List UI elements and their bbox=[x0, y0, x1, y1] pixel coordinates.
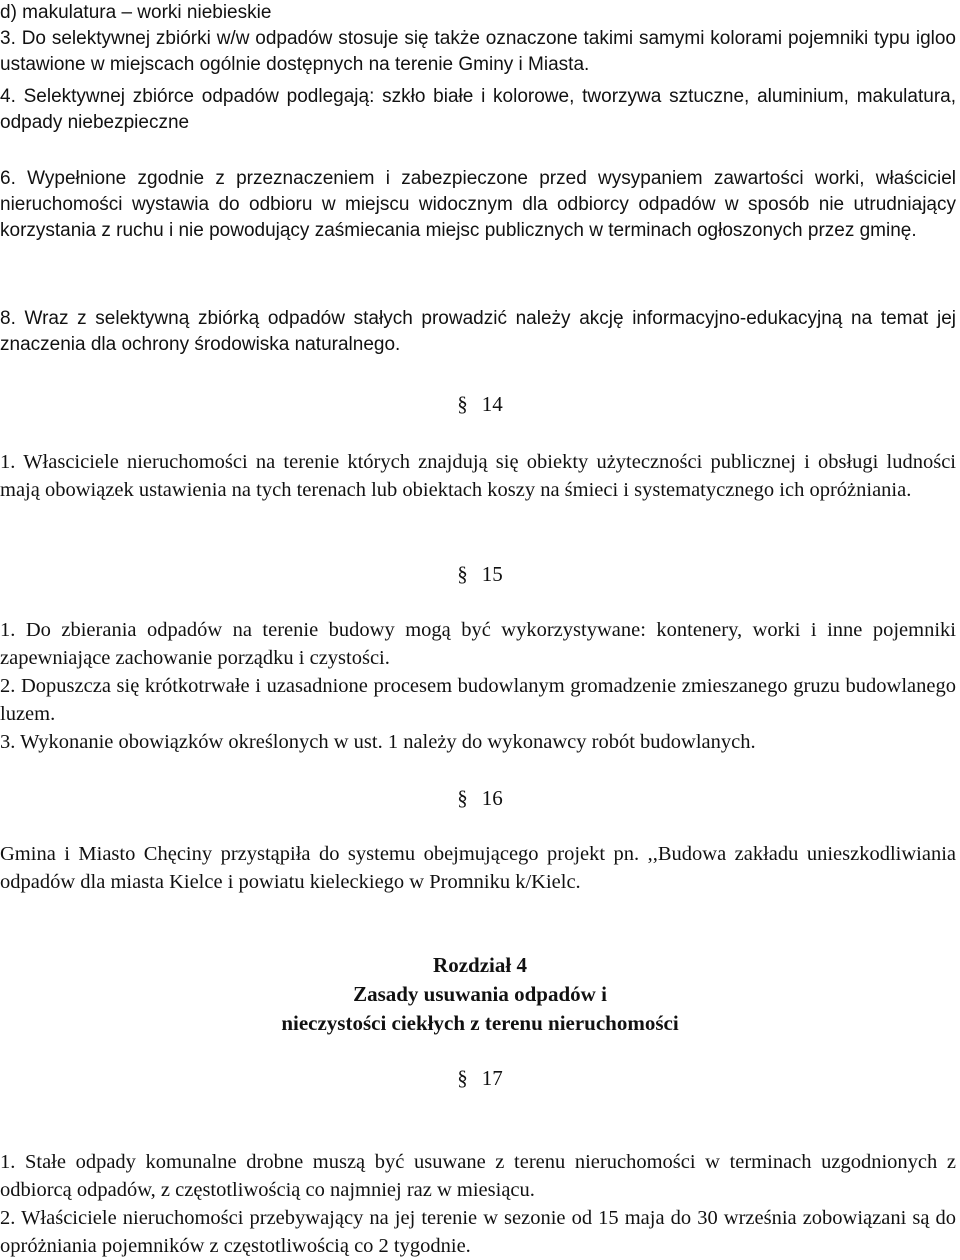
chapter-title-line1: Zasady usuwania odpadów i bbox=[353, 982, 607, 1006]
section-16-heading bbox=[0, 784, 960, 812]
paragraph-14-1: 1. Własciciele nieruchomości na terenie których znajdują się obiekty użyteczności publicznej i obsługi ludności mają obowiązek ustawienia na tych terenach lub obiektach koszy na śmieci i systematycznego ich opróżniania. bbox=[0, 451, 956, 501]
chapter-label: Rozdział 4 bbox=[433, 953, 527, 977]
paragraph-16-1: Gmina i Miasto Chęciny przystąpiła do systemu obejmującego projekt pn. ,,Budowa zakładu unieszkodliwiania odpadów dla miasta Kielce i powiatu kieleckiego w Promniku k/Kielc. bbox=[0, 843, 956, 893]
section-number: 14 bbox=[481, 392, 503, 416]
paragraph-17-1: 1. Stałe odpady komunalne drobne muszą być usuwane z terenu nieruchomości w terminach uzgodnionych z odbiorcą odpadów, z częstotliwością co najmniej raz w miesiącu. bbox=[0, 1151, 956, 1201]
chapter-title-line2: nieczystości ciekłych z terenu nieruchomości bbox=[281, 1011, 679, 1035]
paragraph-15-3: 3. Wykonanie obowiązków określonych w ust. 1 należy do wykonawcy robót budowlanych. bbox=[0, 731, 756, 753]
list-item-d: d) makulatura – worki niebieskie bbox=[0, 2, 272, 23]
paragraph-6: 6. Wypełnione zgodnie z przeznaczeniem i zabezpieczone przed wysypaniem zawartości worki, właściciel nieruchomości wystawia do odbioru w miejscu widocznym dla odbiorcy odpadów w sposób nie utrudniający korzystania z ruchu i nie powodujący zaśmiecania miejsc publicznych w terminach ogłoszonych przez gminę. bbox=[0, 168, 956, 241]
section-17-heading bbox=[0, 1064, 960, 1092]
section-sign: § bbox=[457, 562, 468, 586]
paragraph-15-2: 2. Dopuszcza się krótkotrwałe i uzasadnione procesem budowlanym gromadzenie zmieszanego gruzu budowlanego luzem. bbox=[0, 675, 956, 725]
paragraph-17-2: 2. Właściciele nieruchomości przebywający na jej terenie w sezonie od 15 maja do 30 września zobowiązani są do opróżniania pojemników z częstotliwością co 2 tygodnie. bbox=[0, 1207, 956, 1257]
section-number: 17 bbox=[481, 1066, 503, 1090]
section-sign: § bbox=[457, 1066, 468, 1090]
paragraph-4: 4. Selektywnej zbiórce odpadów podlegają: szkło białe i kolorowe, tworzywa sztuczne, aluminium, makulatura, odpady niebezpieczne bbox=[0, 86, 956, 133]
section-sign: § bbox=[457, 392, 468, 416]
paragraph-8: 8. Wraz z selektywną zbiórką odpadów stałych prowadzić należy akcję informacyjno-edukacyjną na temat jej znaczenia dla ochrony środowiska naturalnego. bbox=[0, 308, 956, 355]
paragraph-15-1: 1. Do zbierania odpadów na terenie budowy mogą być wykorzystywane: kontenery, worki i inne pojemniki zapewniające zachowanie porządku i czystości. bbox=[0, 619, 956, 669]
section-15-heading bbox=[0, 560, 960, 588]
section-number: 15 bbox=[481, 562, 503, 586]
paragraph-3: 3. Do selektywnej zbiórki w/w odpadów stosuje się także oznaczone takimi samymi kolorami pojemniki typu igloo ustawione w miejscach ogólnie dostępnych na terenie Gminy i Miasta. bbox=[0, 28, 956, 75]
section-14-heading bbox=[0, 390, 960, 418]
section-number: 16 bbox=[481, 786, 503, 810]
section-sign: § bbox=[457, 786, 468, 810]
